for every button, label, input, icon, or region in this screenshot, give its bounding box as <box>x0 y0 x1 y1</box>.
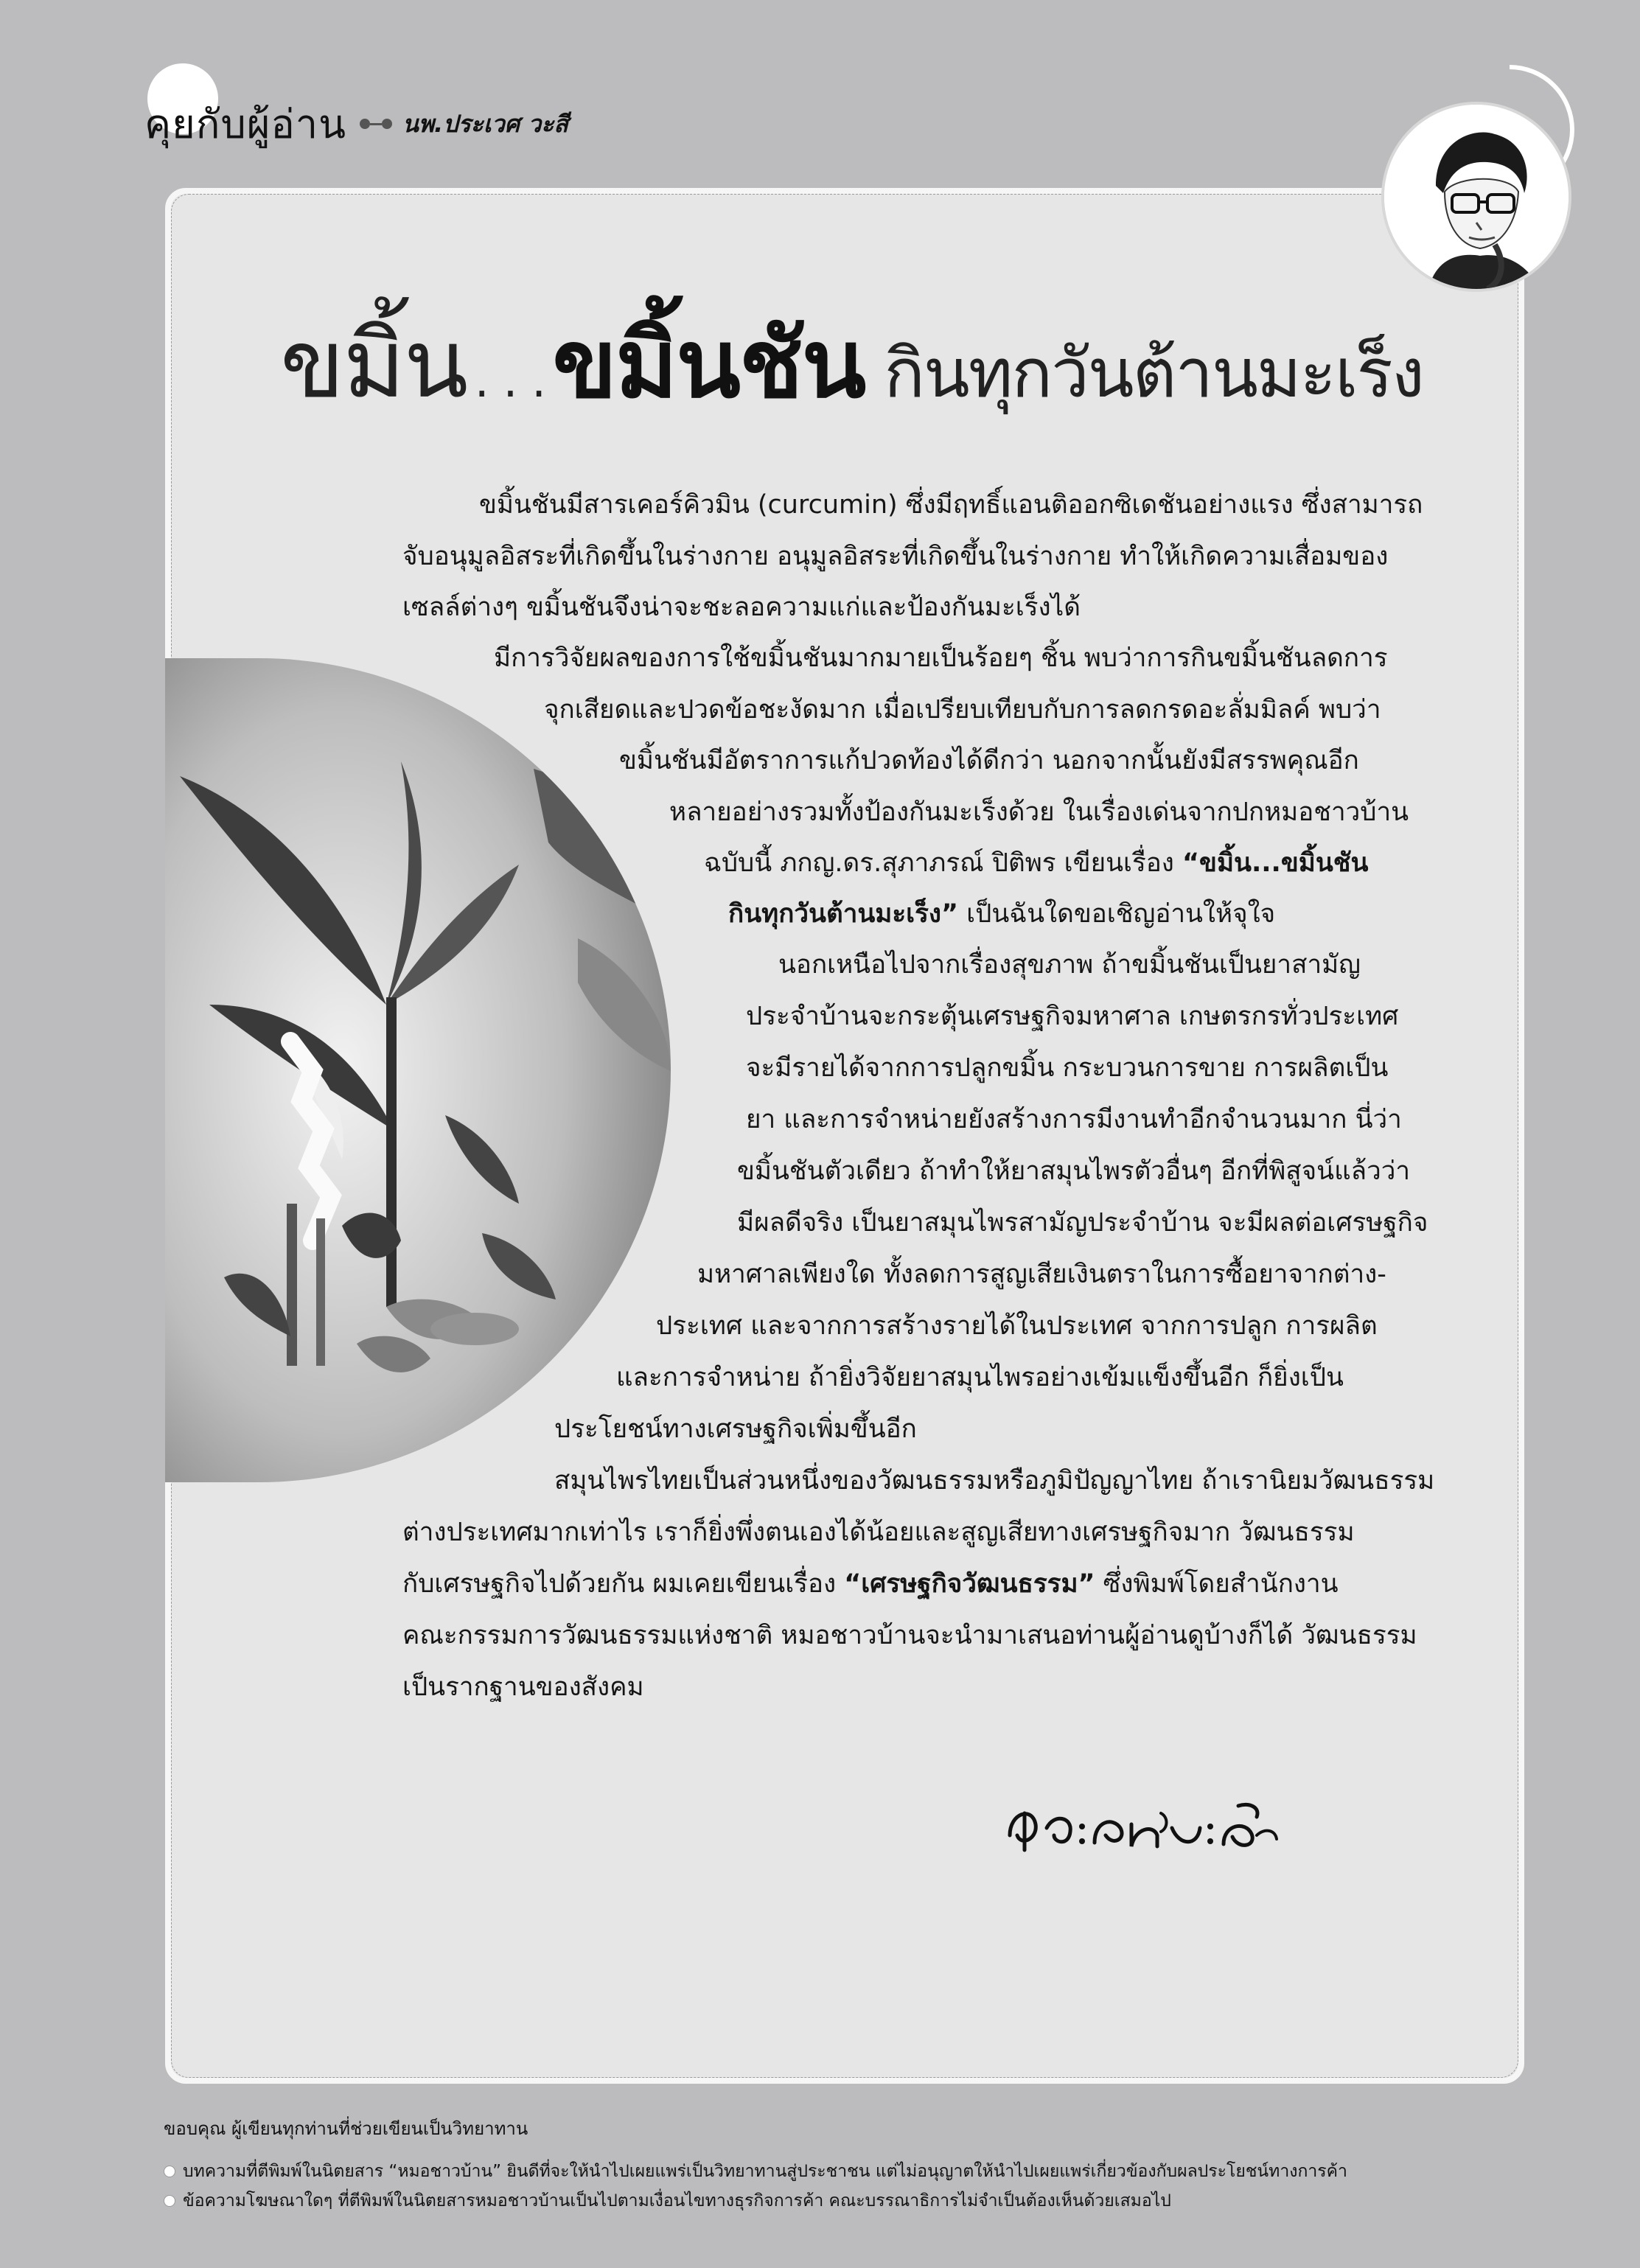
body-line-17: ประเทศ และจากการสร้างรายได้ในประเทศ จากการปลูก การผลิต <box>656 1311 1378 1341</box>
body-line-2: จับอนุมูลอิสระที่เกิดขึ้นในร่างกาย อนุมูลอิสระที่เกิดขึ้นในร่างกาย ทำให้เกิดความเสื่อมของ <box>402 542 1389 571</box>
body-line-15: มีผลดีจริง เป็นยาสมุนไพรสามัญประจำบ้าน จะมีผลต่อเศรษฐกิจ <box>737 1208 1428 1238</box>
book-title: “เศรษฐกิจวัฒนธรรม” <box>844 1569 1095 1599</box>
body-line-18: และการจำหน่าย ถ้ายิ่งวิจัยยาสมุนไพรอย่างเข้มแข็งขึ้นอีก ก็ยิ่งเป็น <box>616 1363 1344 1392</box>
body-line-20: สมุนไพรไทยเป็นส่วนหนึ่งของวัฒนธรรมหรือภูมิปัญญาไทย ถ้าเรานิยมวัฒนธรรม <box>554 1466 1435 1496</box>
footer-note-1 <box>164 2158 1347 2185</box>
body-line-8 <box>704 848 1369 878</box>
body-line-3: เซลล์ต่างๆ ขมิ้นชันจึงน่าจะชะลอความแก่และป้องกันมะเร็งได้ <box>402 593 1081 622</box>
body-line-9-text: เป็นฉันใดขอเชิญอ่านให้จุใจ <box>966 899 1276 929</box>
separator-dots-icon <box>360 119 392 129</box>
section-title: คุยกับผู้อ่าน <box>144 101 347 147</box>
body-line-24: เป็นรากฐานของสังคม <box>402 1672 644 1702</box>
body-line-13: ยา และการจำหน่ายยังสร้างการมีงานทำอีกจำนวนมาก นี่ว่า <box>746 1105 1402 1134</box>
body-line-16: มหาศาลเพียงใด ทั้งลดการสูญเสียเงินตราในการซื้อยาจากต่าง- <box>697 1260 1386 1289</box>
feature-title-quote-end: กินทุกวันต้านมะเร็ง” <box>728 899 958 929</box>
body-line-22 <box>402 1571 1339 1597</box>
body-line-6: ขมิ้นชันมีอัตราการแก้ปวดท้องได้ดีกว่า นอกจากนั้นยังมีสรรพคุณอีก <box>619 746 1359 775</box>
body-line-19: ประโยชน์ทางเศรษฐกิจเพิ่มขึ้นอีก <box>554 1414 917 1444</box>
body-line-7: หลายอย่างรวมทั้งป้องกันมะเร็งด้วย ในเรื่องเด่นจากปกหมอชาวบ้าน <box>669 798 1409 827</box>
body-line-9 <box>728 901 1275 927</box>
footer-note-2-text: ข้อความโฆษณาใดๆ ที่ตีพิมพ์ในนิตยสารหมอชาวบ้านเป็นไปตามเงื่อนไขทางธุรกิจการค้า คณะบรรณาธิการไม่จำเป็นต้องเห็นด้วยเสมอไป <box>183 2191 1171 2211</box>
bullet-icon <box>164 2166 175 2177</box>
feature-title-quote-start: “ขมิ้น...ขมิ้นชัน <box>1182 848 1369 878</box>
body-line-14: ขมิ้นชันตัวเดียว ถ้าทำให้ยาสมุนไพรตัวอื่นๆ อีกที่พิสูจน์แล้วว่า <box>737 1156 1411 1186</box>
body-line-10: นอกเหนือไปจากเรื่องสุขภาพ ถ้าขมิ้นชันเป็นยาสามัญ <box>778 950 1361 980</box>
body-line-22-tail: ซึ่งพิมพ์โดยสำนักงาน <box>1103 1569 1339 1599</box>
footer-note-2 <box>164 2188 1171 2214</box>
title-part-2: ขมิ้นชัน <box>552 310 865 419</box>
footer-thanks: ขอบคุณ ผู้เขียนทุกท่านที่ช่วยเขียนเป็นวิทยาทาน <box>164 2118 528 2139</box>
title-part-3: กินทุกวันต้านมะเร็ง <box>884 334 1423 413</box>
body-line-21: ต่างประเทศมากเท่าไร เราก็ยิ่งพึ่งตนเองได้น้อยและสูญเสียทางเศรษฐกิจมาก วัฒนธรรม <box>402 1518 1355 1547</box>
column-header <box>144 94 568 153</box>
article-title <box>280 306 1489 424</box>
body-line-22-text: กับเศรษฐกิจไปด้วยกัน ผมเคยเขียนเรื่อง <box>402 1569 837 1599</box>
body-line-11: ประจำบ้านจะกระตุ้นเศรษฐกิจมหาศาล เกษตรกรทั่วประเทศ <box>746 1002 1399 1031</box>
title-part-1: ขมิ้น... <box>280 310 553 419</box>
body-line-1: ขมิ้นชันมีสารเคอร์คิวมิน (curcumin) ซึ่งมีฤทธิ์แอนติออกซิเดชันอย่างแรง ซึ่งสามารถ <box>479 490 1423 520</box>
body-line-5: จุกเสียดและปวดข้อชะงัดมาก เมื่อเปรียบเทียบกับการลดกรดอะลั่มมิลค์ พบว่า <box>544 695 1381 725</box>
body-line-12: จะมีรายได้จากการปลูกขมิ้น กระบวนการขาย การผลิตเป็น <box>746 1053 1389 1083</box>
body-line-8-text: ฉบับนี้ ภกญ.ดร.สุภาภรณ์ ปิติพร เขียนเรื่อง <box>704 848 1174 878</box>
bullet-icon <box>164 2195 175 2207</box>
author-signature <box>1002 1784 1283 1865</box>
author-name: นพ.ประเวศ วะสี <box>402 109 568 138</box>
author-portrait <box>1381 102 1571 292</box>
body-line-4: มีการวิจัยผลของการใช้ขมิ้นชันมากมายเป็นร้อยๆ ชิ้น พบว่าการกินขมิ้นชันลดการ <box>494 643 1388 673</box>
body-line-23: คณะกรรมการวัฒนธรรมแห่งชาติ หมอชาวบ้านจะนำมาเสนอท่านผู้อ่านดูบ้างก็ได้ วัฒนธรรม <box>402 1621 1417 1650</box>
footer-note-1-text: บทความที่ตีพิมพ์ในนิตยสาร “หมอชาวบ้าน” ยินดีที่จะให้นำไปเผยแพร่เป็นวิทยาทานสู่ประชาชน แต่ไม่อนุญาตให้นำไปเผยแพร่เกี่ยวข้องกับผลประโยชน์ทางการค้า <box>183 2162 1347 2181</box>
